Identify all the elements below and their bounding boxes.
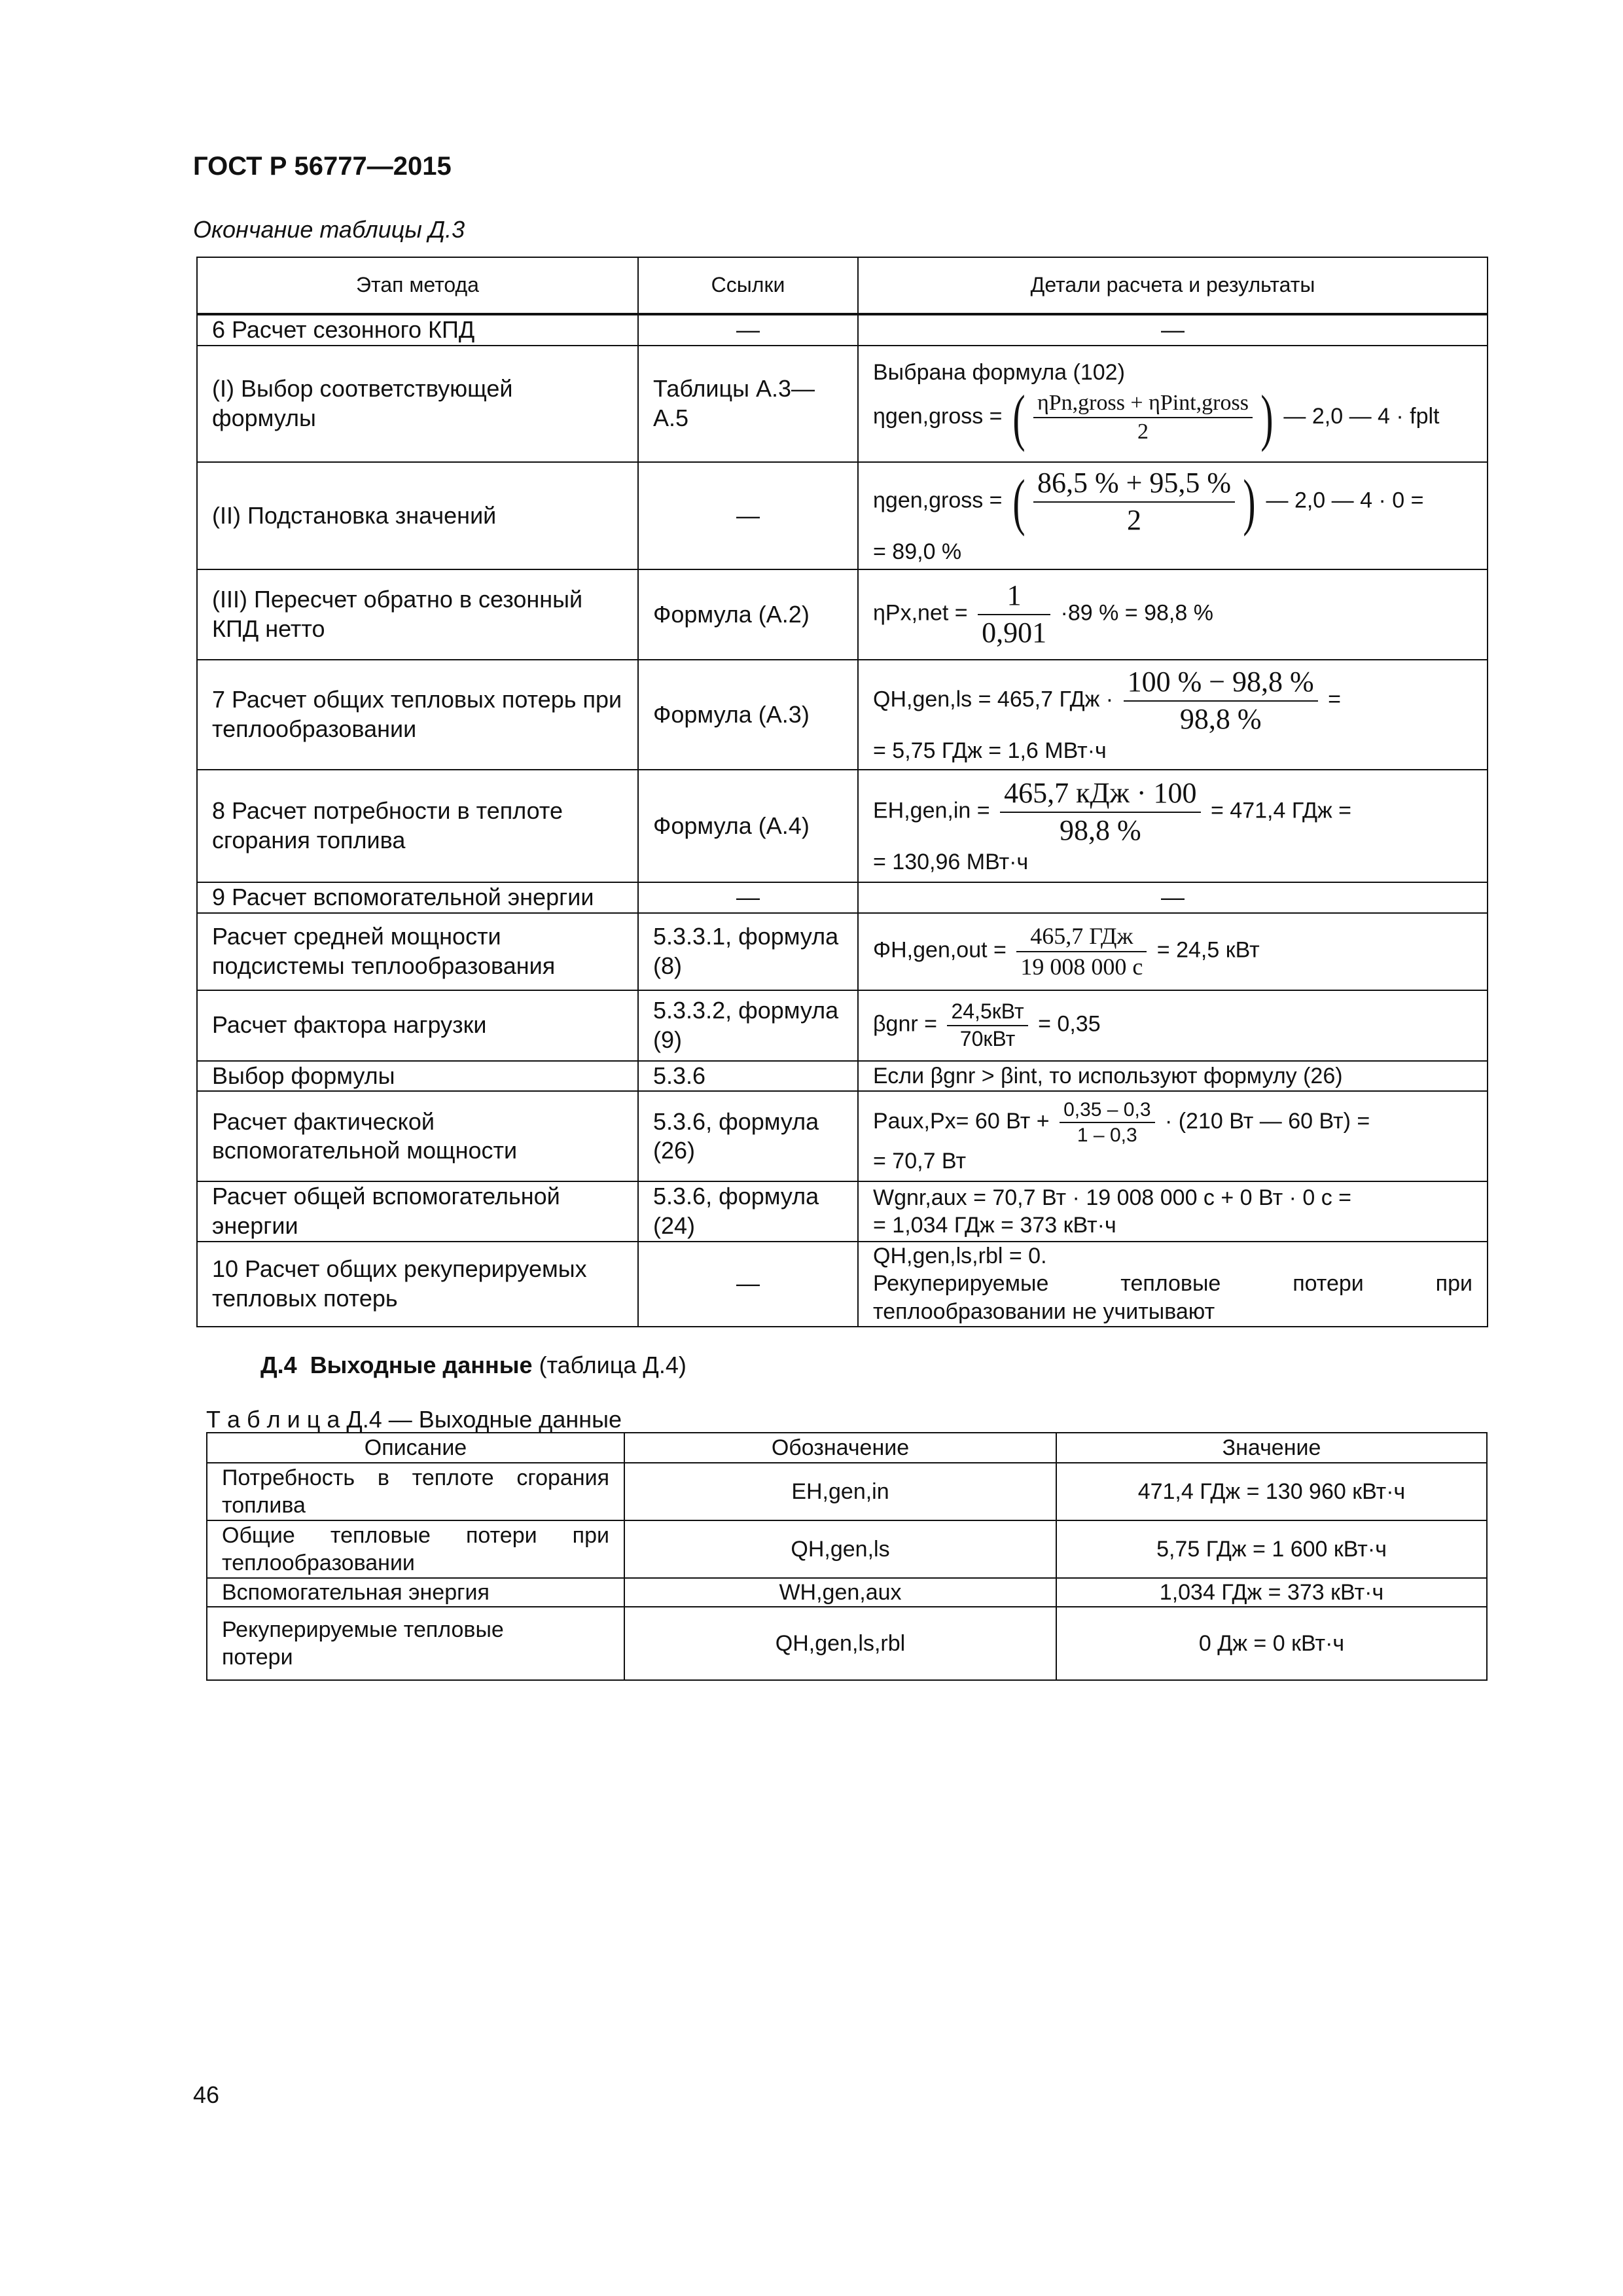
stage-cell: 7 Расчет общих тепловых потерь при теплообразовании: [197, 660, 638, 770]
section-title: Выходные данные: [310, 1352, 533, 1378]
formula-line: Wgnr,aux = 70,7 Вт · 19 008 000 с + 0 Вт · 0 с =: [873, 1185, 1352, 1210]
ref-cell: Формула (А.3): [638, 660, 858, 770]
formula-tail: = 24,5 кВт: [1156, 937, 1260, 963]
left-paren-icon: (: [1012, 466, 1026, 537]
value-cell: 0 Дж = 0 кВт·ч: [1056, 1607, 1487, 1680]
formula-tail: · (210 Вт — 60 Вт) =: [1164, 1109, 1370, 1134]
formula-denominator: 0,901: [982, 617, 1047, 649]
details-cell: —: [858, 314, 1488, 346]
document-standard-title: ГОСТ Р 56777—2015: [193, 152, 452, 181]
formula-lhs: QH,gen,ls = 465,7 ГДж ·: [873, 687, 1114, 712]
stage-cell: Расчет общей вспомогательной энергии: [197, 1181, 638, 1241]
formula-line: Выбрана формула (102): [873, 359, 1125, 385]
formula-numerator: 24,5кВт: [947, 999, 1027, 1026]
details-cell: [858, 770, 1488, 882]
table-caption: Окончание таблицы Д.3: [193, 216, 465, 243]
formula-denominator: 19 008 000 с: [1020, 953, 1143, 980]
table-row: [207, 1578, 1487, 1607]
formula-lhs: ηgen,gross =: [873, 404, 1003, 429]
formula-numerator: 0,35 – 0,3: [1060, 1098, 1154, 1123]
formula-lhs: βgnr =: [873, 1011, 937, 1037]
ref-cell: Таблицы А.3—А.5: [638, 346, 858, 462]
column-header-value: Значение: [1056, 1433, 1487, 1463]
stage-cell: 6 Расчет сезонного КПД: [197, 314, 638, 346]
table-d4-caption: Т а б л и ц а Д.4 — Выходные данные: [206, 1406, 622, 1433]
table-row: [207, 1607, 1487, 1680]
formula-numerator: 86,5 % + 95,5 %: [1033, 465, 1235, 503]
symbol-cell: QH,gen,ls,rbl: [624, 1607, 1056, 1680]
symbol-cell: EH,gen,in: [624, 1463, 1056, 1520]
formula-tail: = 0,35: [1038, 1011, 1101, 1037]
formula-denominator: 2: [1127, 503, 1142, 536]
formula-denominator: 1 – 0,3: [1077, 1124, 1137, 1147]
table-row: [197, 346, 1488, 462]
details-cell: [858, 990, 1488, 1061]
formula-tail: — 2,0 — 4 · 0 =: [1266, 488, 1424, 513]
details-cell: [858, 1242, 1488, 1327]
table-row: [207, 1463, 1487, 1520]
formula-lhs: EH,gen,in =: [873, 798, 990, 823]
formula-lhs: Paux,Px= 60 Вт +: [873, 1109, 1050, 1134]
description-cell: Вспомогательная энергия: [207, 1578, 624, 1607]
formula-numerator: 100 % − 98,8 %: [1124, 664, 1318, 702]
details-cell: [858, 913, 1488, 990]
stage-cell: (I) Выбор соответствующей формулы: [197, 346, 638, 462]
formula: [873, 382, 1472, 453]
formula-numerator: ηPn,gross + ηPint,gross: [1033, 389, 1253, 418]
table-row: [197, 1061, 1488, 1092]
column-header-details: Детали расчета и результаты: [858, 257, 1488, 314]
ref-cell: 5.3.6: [638, 1061, 858, 1092]
formula-lhs: ΦH,gen,out =: [873, 937, 1007, 963]
details-cell: [858, 660, 1488, 770]
formula-tail: — 2,0 — 4 · fplt: [1283, 404, 1440, 429]
ref-cell: Формула (А.2): [638, 569, 858, 660]
table-header-row: [207, 1433, 1487, 1463]
left-paren-icon: (: [1012, 382, 1026, 453]
table-row: [197, 660, 1488, 770]
stage-cell: Расчет фактора нагрузки: [197, 990, 638, 1061]
formula-tail: ·89 % = 98,8 %: [1060, 600, 1213, 626]
details-cell: [858, 462, 1488, 569]
page-number: 46: [193, 2081, 220, 2108]
details-cell: [858, 1091, 1488, 1181]
formula-line: = 1,034 ГДж = 373 кВт·ч: [873, 1212, 1116, 1238]
table-row: [197, 1181, 1488, 1241]
stage-cell: 10 Расчет общих рекуперируемых тепловых потерь: [197, 1242, 638, 1327]
details-cell: [858, 1181, 1488, 1241]
table-row: [197, 314, 1488, 346]
formula-numerator: 465,7 ГДж: [1016, 922, 1147, 952]
ref-cell: 5.3.6, формула (26): [638, 1091, 858, 1181]
ref-cell: —: [638, 462, 858, 569]
details-cell: —: [858, 882, 1488, 913]
table-row: [197, 1242, 1488, 1327]
formula: [873, 664, 1472, 737]
stage-cell: (III) Пересчет обратно в сезонный КПД нетто: [197, 569, 638, 660]
table-row: [197, 913, 1488, 990]
text-line: Рекуперируемые тепловые потери при: [873, 1271, 1472, 1297]
table-row: [197, 462, 1488, 569]
table-row: [197, 569, 1488, 660]
formula: [873, 1098, 1472, 1147]
column-header-description: Описание: [207, 1433, 624, 1463]
ref-cell: Формула (А.4): [638, 770, 858, 882]
ref-cell: —: [638, 882, 858, 913]
formula-result: = 70,7 Вт: [873, 1149, 967, 1174]
description-cell: Потребность в теплоте сгорания топлива: [207, 1463, 624, 1520]
value-cell: 5,75 ГДж = 1 600 кВт·ч: [1056, 1520, 1487, 1578]
value-cell: 471,4 ГДж = 130 960 кВт·ч: [1056, 1463, 1487, 1520]
formula-denominator: 2: [1137, 420, 1149, 444]
description-cell: Рекуперируемые тепловые потери: [207, 1607, 624, 1680]
table-row: [197, 990, 1488, 1061]
formula-result: = 5,75 ГДж = 1,6 МВт·ч: [873, 738, 1107, 764]
formula: [873, 776, 1472, 848]
ref-cell: —: [638, 1242, 858, 1327]
ref-cell: —: [638, 314, 858, 346]
formula-denominator: 98,8 %: [1179, 702, 1262, 735]
table-d3: [196, 257, 1488, 1327]
formula-line: QH,gen,ls,rbl = 0.: [873, 1244, 1047, 1269]
formula: [873, 465, 1472, 538]
table-header-row: [197, 257, 1488, 314]
table-row: [197, 770, 1488, 882]
details-cell: [858, 346, 1488, 462]
symbol-cell: QH,gen,ls: [624, 1520, 1056, 1578]
table-d4: [206, 1432, 1488, 1681]
stage-cell: Выбор формулы: [197, 1061, 638, 1092]
stage-cell: Расчет средней мощности подсистемы теплообразования: [197, 913, 638, 990]
formula-result: = 89,0 %: [873, 539, 962, 565]
column-header-stage: Этап метода: [197, 257, 638, 314]
table-row: [197, 882, 1488, 913]
details-cell: Если βgnr > βint, то используют формулу (26): [858, 1061, 1488, 1092]
right-paren-icon: ): [1260, 382, 1274, 453]
text-line: теплообразовании не учитывают: [873, 1299, 1215, 1324]
stage-cell: 9 Расчет вспомогательной энергии: [197, 882, 638, 913]
value-cell: 1,034 ГДж = 373 кВт·ч: [1056, 1578, 1487, 1607]
symbol-cell: WH,gen,aux: [624, 1578, 1056, 1607]
section-heading: [260, 1352, 687, 1379]
ref-cell: 5.3.3.1, формула (8): [638, 913, 858, 990]
ref-cell: 5.3.3.2, формула (9): [638, 990, 858, 1061]
description-cell: Общие тепловые потери при теплообразовании: [207, 1520, 624, 1578]
formula-denominator: 98,8 %: [1059, 814, 1141, 846]
right-paren-icon: ): [1243, 466, 1256, 537]
column-header-symbol: Обозначение: [624, 1433, 1056, 1463]
stage-cell: 8 Расчет потребности в теплоте сгорания топлива: [197, 770, 638, 882]
formula-tail: = 471,4 ГДж =: [1210, 798, 1352, 823]
formula-numerator: 465,7 кДж · 100: [1000, 776, 1200, 813]
table-row: [207, 1520, 1487, 1578]
stage-cell: (II) Подстановка значений: [197, 462, 638, 569]
formula-denominator: 70кВт: [959, 1026, 1016, 1050]
formula-lhs: ηgen,gross =: [873, 488, 1003, 513]
details-cell: [858, 569, 1488, 660]
formula-numerator: 1: [978, 578, 1050, 615]
ref-cell: 5.3.6, формула (24): [638, 1181, 858, 1241]
section-suffix: (таблица Д.4): [539, 1352, 687, 1378]
formula-lhs: ηPx,net =: [873, 600, 968, 626]
column-header-refs: Ссылки: [638, 257, 858, 314]
formula-tail: =: [1328, 687, 1342, 712]
table-row: [197, 1091, 1488, 1181]
section-number: Д.4: [260, 1352, 297, 1378]
stage-cell: Расчет фактической вспомогательной мощности: [197, 1091, 638, 1181]
formula-result: = 130,96 МВт·ч: [873, 850, 1029, 875]
